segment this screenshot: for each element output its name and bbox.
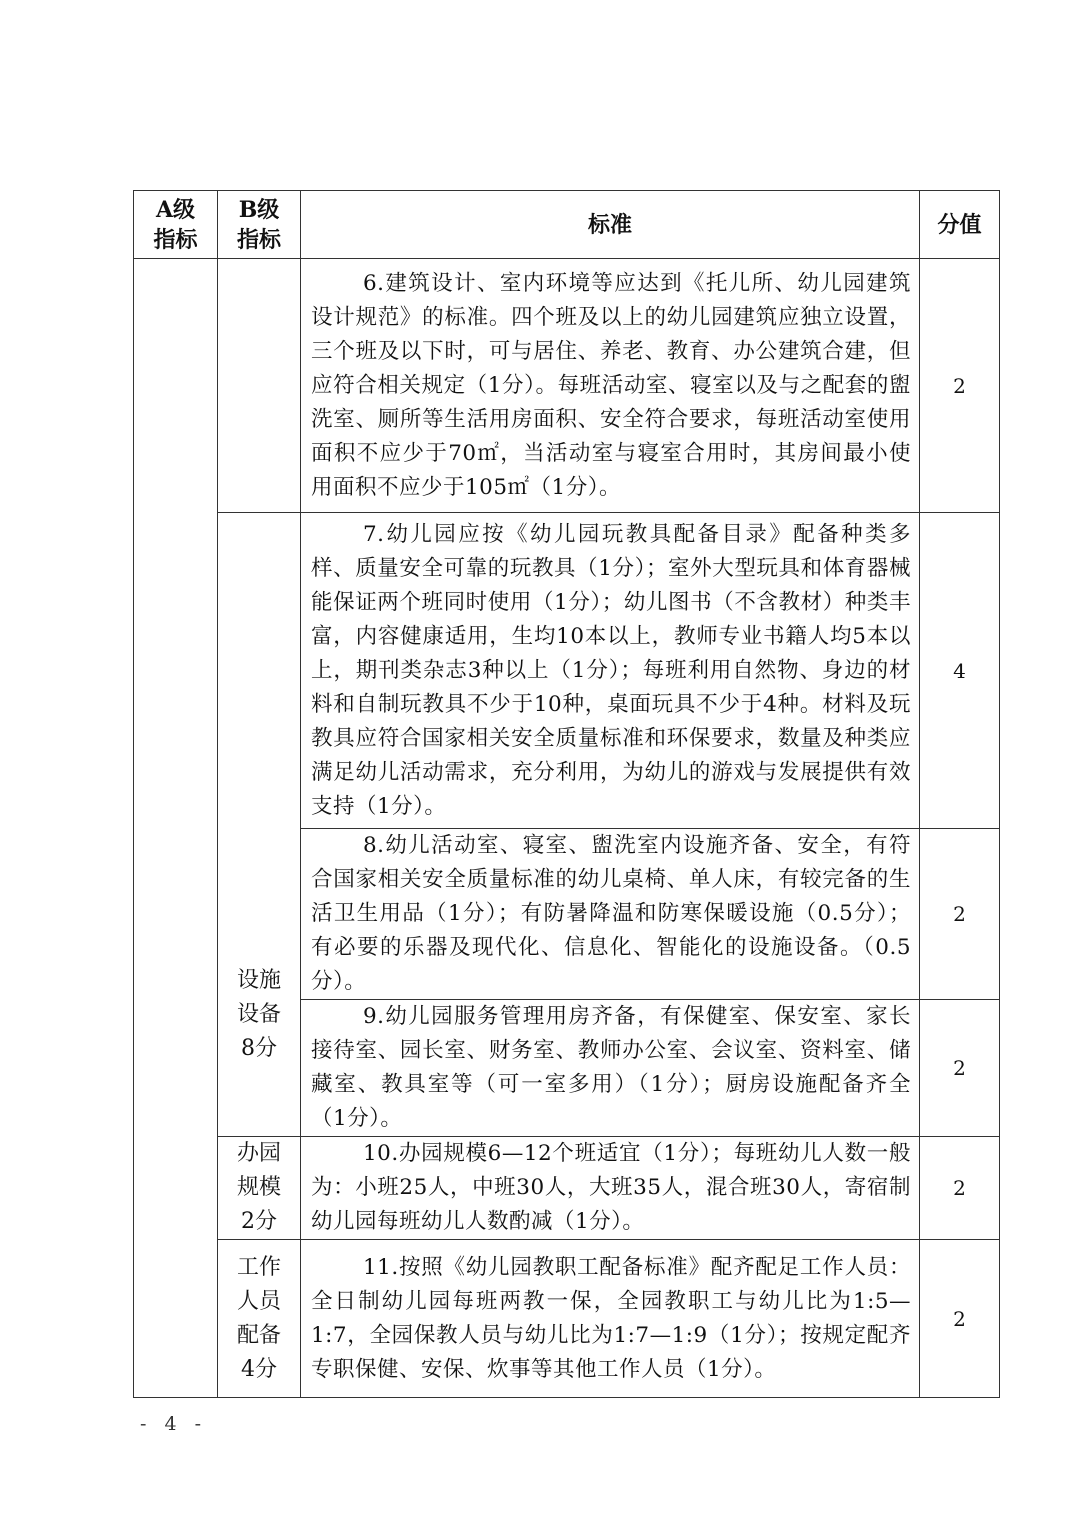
b-level-cell-empty	[218, 259, 301, 513]
b-label-line: 工作	[236, 1254, 281, 1280]
b-level-cell-facilities	[218, 513, 301, 1137]
page-number: - 4 -	[140, 1413, 208, 1435]
b-label-line: 办园	[236, 1141, 281, 1166]
standard-text: 8.幼儿活动室、寝室、盥洗室内设施齐备、安全，有符合国家相关安全质量标准的幼儿桌椅、单人床，有较完备的生活卫生用品（1分）；有防暑降温和防寒保暖设施（0.5分）；有必要的乐器及现代化、信息化、智能化的设施设备。（0.5分）。	[311, 833, 911, 994]
standard-cell	[301, 829, 920, 1000]
header-standard: 标准	[301, 191, 920, 259]
standard-cell	[301, 1137, 920, 1240]
score-cell: 2	[920, 1000, 1000, 1137]
b-label-line: 8分	[241, 1035, 277, 1061]
score-cell: 2	[920, 829, 1000, 1000]
table-row	[134, 1137, 1000, 1240]
header-b-level	[218, 191, 301, 259]
header-score: 分值	[920, 191, 1000, 259]
header-b-level-line2: 指标	[236, 226, 281, 253]
b-label-line: 人员	[236, 1288, 281, 1314]
standard-cell	[301, 259, 920, 513]
standard-text: 11.按照《幼儿园教职工配备标准》配齐配足工作人员：全日制幼儿园每班两教一保，全园教职工与幼儿比为1:5—1:7，全园保教人员与幼儿比为1:7—1:9（1分）；按规定配齐专职保健、安保、炊事等其他工作人员（1分）。	[311, 1254, 911, 1382]
standard-text: 7.幼儿园应按《幼儿园玩教具配备目录》配备种类多样、质量安全可靠的玩教具（1分）；室外大型玩具和体育器械能保证两个班同时使用（1分）；幼儿图书（不含教材）种类丰富，内容健康适用，生均10本以上，教师专业书籍人均5本以上，期刊类杂志3种以上（1分）；每班利用自然物、身边的材料和自制玩教具不少于10种，桌面玩具不少于4种。材料及玩教具应符合国家相关安全质量标准和环保要求，数量及种类应满足幼儿活动需求，充分利用，为幼儿的游戏与发展提供有效支持（1分）。	[311, 521, 911, 819]
header-row	[134, 191, 1000, 259]
b-label-line: 4分	[241, 1356, 277, 1382]
score-cell: 2	[920, 1137, 1000, 1240]
evaluation-table	[133, 190, 1000, 1398]
standard-text: 10.办园规模6—12个班适宜（1分）；每班幼儿人数一般为：小班25人，中班30人，大班35人，混合班30人，寄宿制幼儿园每班幼儿人数酌减（1分）。	[311, 1141, 911, 1234]
b-level-cell-staff	[218, 1240, 301, 1398]
a-level-cell	[134, 259, 218, 1398]
score-cell: 2	[920, 1240, 1000, 1398]
b-label-line: 设备	[236, 1001, 281, 1027]
b-label-line: 配备	[236, 1322, 281, 1348]
header-a-level-line1: A级	[155, 196, 196, 223]
standard-cell	[301, 513, 920, 829]
header-b-level-line1: B级	[238, 196, 280, 223]
table-row	[134, 1240, 1000, 1398]
standard-text: 6.建筑设计、室内环境等应达到《托儿所、幼儿园建筑设计规范》的标准。四个班及以上的幼儿园建筑应独立设置，三个班及以下时，可与居住、养老、教育、办公建筑合建，但应符合相关规定（1分）。每班活动室、寝室以及与之配套的盥洗室、厕所等生活用房面积、安全符合要求，每班活动室使用面积不应少于70㎡，当活动室与寝室合用时，其房间最小使用面积不应少于105㎡（1分）。	[311, 270, 911, 500]
b-level-cell-scale	[218, 1137, 301, 1240]
b-label-line: 2分	[241, 1209, 277, 1234]
standard-cell	[301, 1240, 920, 1398]
header-a-level	[134, 191, 218, 259]
table-row	[134, 259, 1000, 513]
standard-text: 9.幼儿园服务管理用房齐备，有保健室、保安室、家长接待室、园长室、财务室、教师办公室、会议室、资料室、储藏室、教具室等（可一室多用）（1分）；厨房设施配备齐全（1分）。	[311, 1004, 911, 1131]
b-label-line: 规模	[236, 1175, 281, 1200]
header-a-level-line2: 指标	[153, 226, 198, 253]
standard-cell	[301, 1000, 920, 1137]
table-row	[134, 513, 1000, 829]
score-cell: 2	[920, 259, 1000, 513]
score-cell: 4	[920, 513, 1000, 829]
b-label-line: 设施	[236, 967, 281, 993]
